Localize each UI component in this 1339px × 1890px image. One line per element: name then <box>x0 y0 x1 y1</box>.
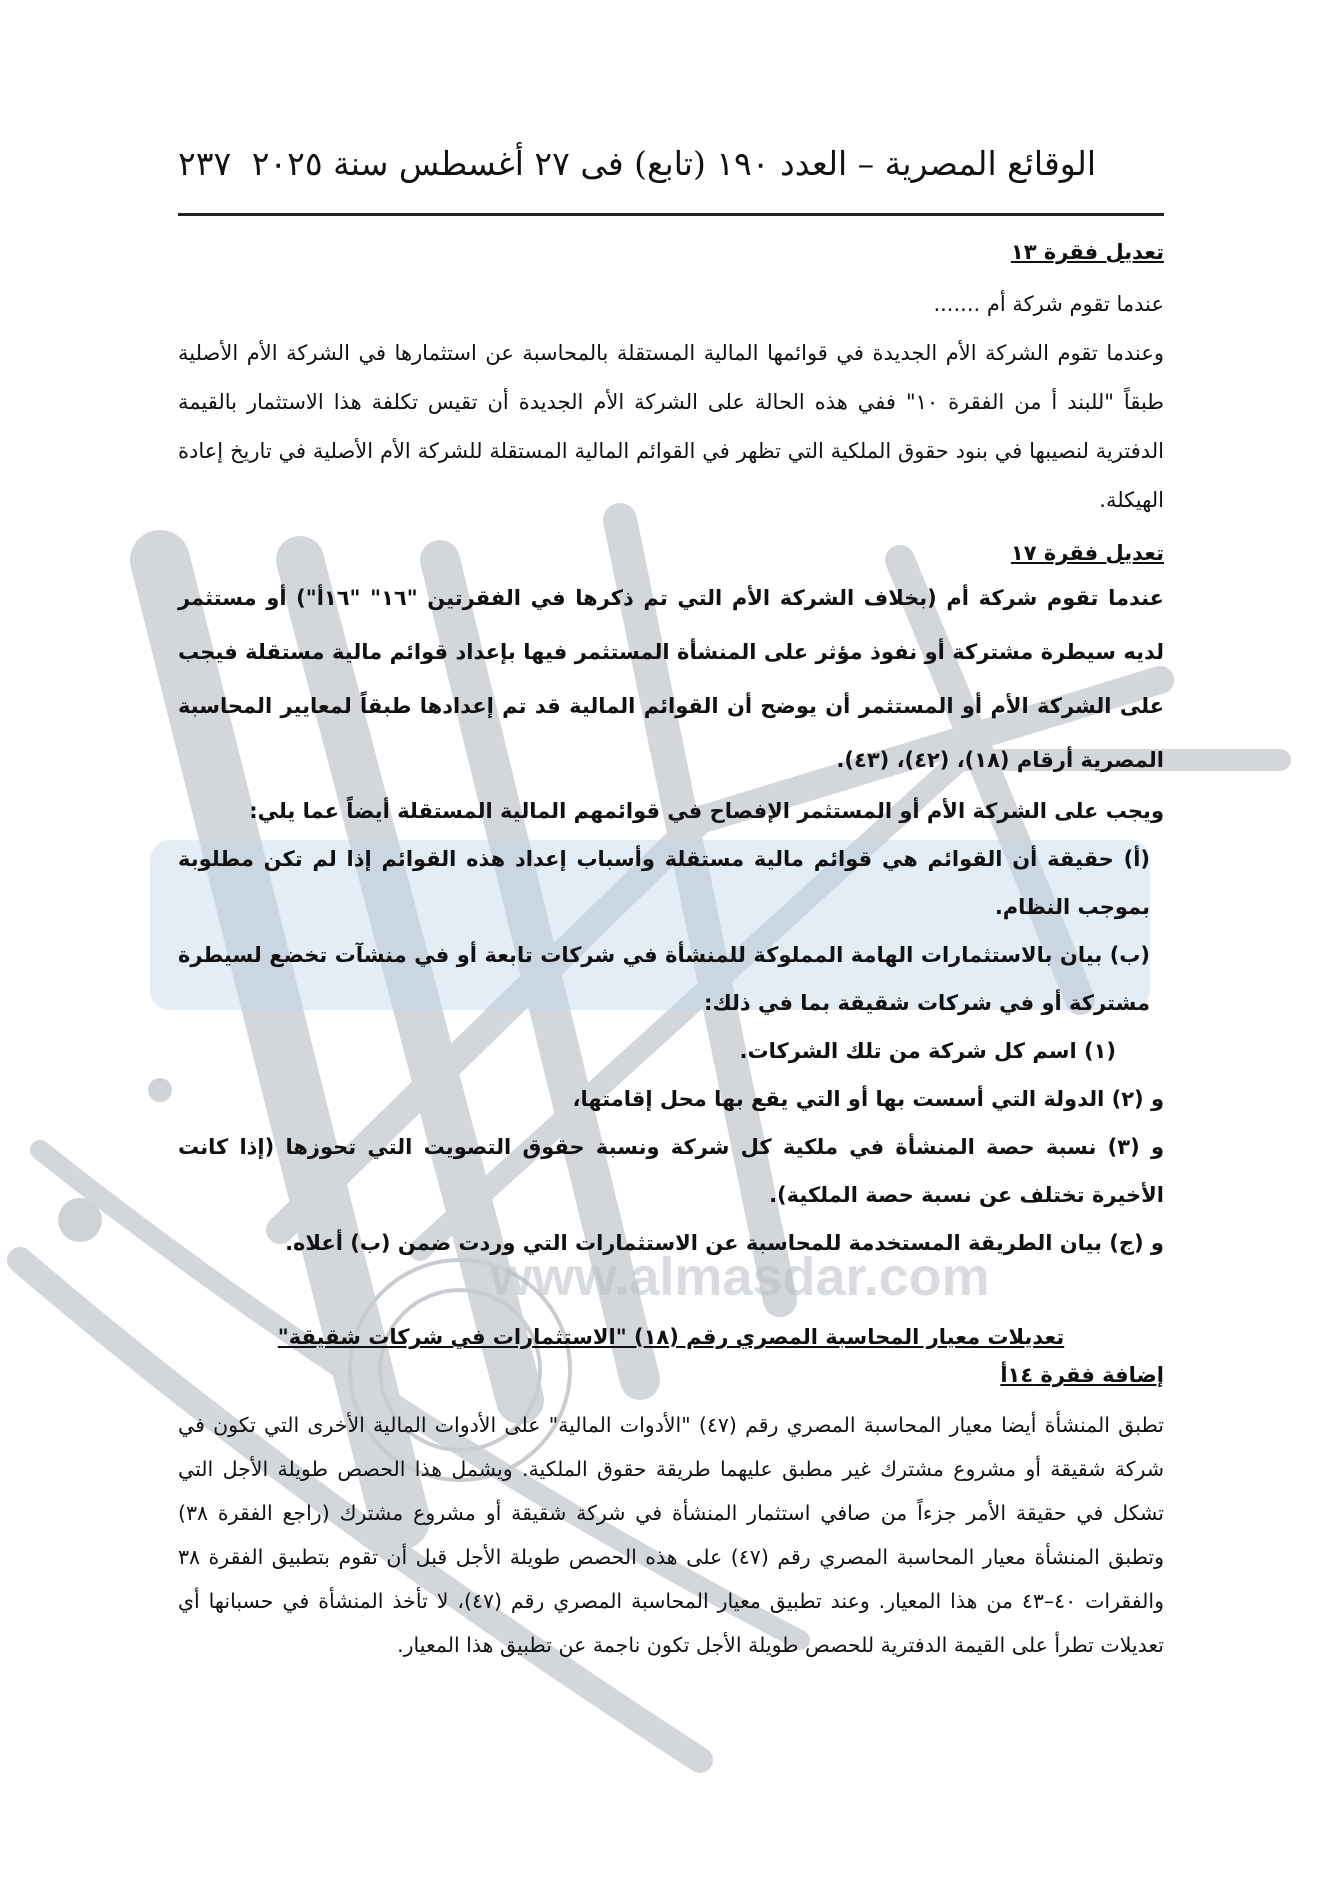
header-divider <box>178 213 1164 216</box>
disclosure-item-c: و (ج) بيان الطريقة المستخدمة للمحاسبة عن الاستثمارات التي وردت ضمن (ب) أعلاه. <box>285 1231 1164 1255</box>
standard-18-title: تعديلات معيار المحاسبة المصري رقم (١٨) "الاستثمارات في شركات شقيقة" <box>277 1325 1065 1349</box>
section-17-heading: تعديل فقرة ١٧ <box>1010 541 1164 565</box>
disclosure-item-b: (ب) بيان بالاستثمارات الهامة المملوكة للمنشأة في شركات تابعة أو في منشآت تخضع لسيطرة مشتركة أو في شركات شقيقة بما في ذلك: <box>178 943 1150 1015</box>
document-body <box>178 234 1164 1667</box>
disclosure-sub-item-2: و (٢) الدولة التي أسست بها أو التي يقع بها محل إقامتها، <box>572 1087 1164 1111</box>
disclosure-intro: ويجب على الشركة الأم أو المستثمر الإفصاح في قوائمهم المالية المستقلة أيضاً عما يلي: <box>249 799 1164 823</box>
paragraph-14a-text: تطبق المنشأة أيضا معيار المحاسبة المصري رقم (٤٧) "الأدوات المالية" على الأدوات المالية الأخرى التي تكون في شركة شقيقة أو مشروع مشترك غير مطبق عليهما طريقة حقوق الملكية. ويشمل هذا الحصص طويلة الأجل التي تشكل في حقيقة الأمر جزءاً من صافي استثمار المنشأة في شركة شقيقة أو مشروع مشترك (راجع الفقرة ٣٨) وتطبق المنشأة معيار المحاسبة المصري رقم (٤٧) على هذه الحصص طويلة الأجل قبل أن تقوم بتطبيق الفقرة ٣٨ والفقرات ٤٠–٤٣ من هذا المعيار. وعند تطبيق معيار المحاسبة المصري رقم (٤٧)، لا تأخذ المنشأة في حسبانها أي تعديلات تطرأ على القيمة الدفترية للحصص طويلة الأجل تكون ناجمة عن تطبيق هذا المعيار. <box>178 1413 1165 1657</box>
disclosure-sub-item-3: و (٣) نسبة حصة المنشأة في ملكية كل شركة ونسبة حقوق التصويت التي تحوزها (إذا كانت الأخيرة تختلف عن نسبة حصة الملكية). <box>178 1135 1165 1207</box>
page-number: ٢٣٧ <box>178 144 232 183</box>
section-13-heading: تعديل فقرة ١٣ <box>1010 240 1164 264</box>
section-17-paragraph: عندما تقوم شركة أم (بخلاف الشركة الأم التي تم ذكرها في الفقرتين "١٦" "١٦أ") أو مستثمر لديه سيطرة مشتركة أو نفوذ مؤثر على المنشأة المستثمر فيها بإعداد قوائم مالية مستقلة فيجب على الشركة الأم أو المستثمر أن يوضح أن القوائم المالية قد تم إعدادها طبقاً لمعايير المحاسبة المصرية أرقام (١٨)، (٤٢)، (٤٣). <box>178 586 1164 772</box>
page-header <box>178 144 1096 204</box>
section-13-line: عندما تقوم شركة أم ....... <box>933 292 1164 316</box>
disclosure-sub-item-1: (١) اسم كل شركة من تلك الشركات. <box>739 1039 1116 1063</box>
gazette-title: الوقائع المصرية – العدد ١٩٠ (تابع) فى ٢٧ أغسطس سنة ٢٠٢٥ <box>251 144 1096 183</box>
disclosure-item-a: (أ) حقيقة أن القوائم هي قوائم مالية مستقلة وأسباب إعداد هذه القوائم إذا لم تكن مطلوبة بموجب النظام. <box>178 847 1150 919</box>
watermark-site-text: www.almasdar.com <box>490 1247 990 1307</box>
section-13-paragraph: وعندما تقوم الشركة الأم الجديدة في قوائمها المالية المستقلة بالمحاسبة عن استثمارها في الشركة الأم الأصلية طبقاً "للبند أ من الفقرة ١٠" ففي هذه الحالة على الشركة الأم الجديدة أن تقيس تكلفة هذا الاستثمار بالقيمة الدفترية لنصيبها في بنود حقوق الملكية التي تظهر في القوائم المالية المستقلة للشركة الأم الأصلية في تاريخ إعادة الهيكلة. <box>178 341 1165 512</box>
paragraph-14a-heading: إضافة فقرة ١٤أ <box>1000 1363 1164 1387</box>
